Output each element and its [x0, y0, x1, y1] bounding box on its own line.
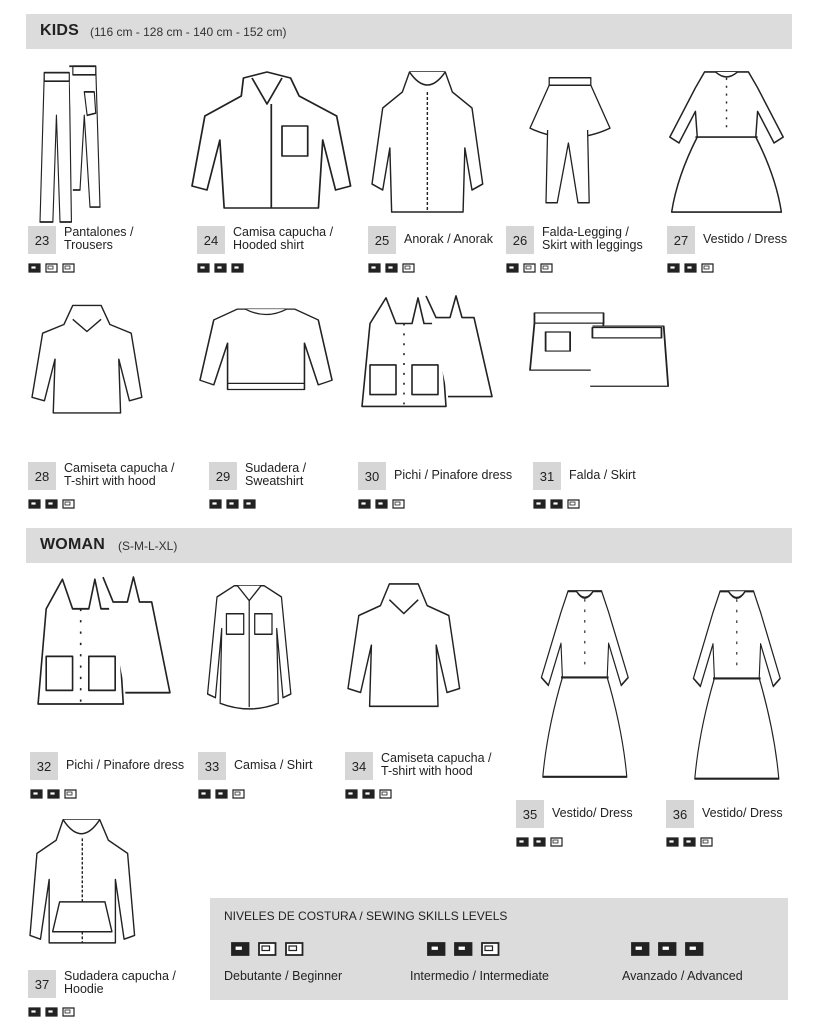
sewing-machine-icon [379, 787, 393, 799]
level-icons-intermediate [426, 940, 502, 958]
sewing-machine-icon [533, 497, 547, 509]
pattern-name-english: Hooded shirt [233, 238, 304, 252]
sewing-machine-icon [362, 787, 376, 799]
sewing-machine-icon [701, 261, 715, 273]
trousers-icon [30, 62, 130, 222]
section-title: WOMAN [40, 536, 105, 553]
pattern-name: Camiseta capucha / [381, 751, 492, 765]
sewing-machine-icon [402, 261, 416, 273]
pattern-name: Vestido / Dress [703, 232, 788, 246]
sewing-machine-icon [45, 261, 59, 273]
level-label-advanced: Avanzado / Advanced [622, 969, 743, 983]
sewing-machine-icon [243, 497, 257, 509]
garment-illustration [32, 302, 156, 432]
sewing-machine-icon [506, 261, 520, 273]
pattern-name-english: Skirt with leggings [542, 238, 643, 252]
level-label-intermediate: Intermedio / Intermediate [410, 969, 549, 983]
garment-illustration [32, 568, 174, 738]
sewing-machine-icon [523, 261, 537, 273]
sewing-machine-icon [30, 787, 44, 799]
sewing-machine-icon [284, 940, 306, 958]
sewing-machine-icon [214, 261, 228, 273]
sewing-machine-icon [684, 261, 698, 273]
sewing-machine-icon [533, 835, 547, 847]
pattern-name: Camisa capucha / [233, 225, 334, 239]
size-range: (S-M-L-XL) [118, 539, 178, 553]
pattern-name: Sudadera capucha / [64, 969, 176, 983]
skill-level-indicator [28, 497, 76, 509]
sewing-machine-icon [28, 261, 42, 273]
pattern-name: Vestido/ Dress [552, 806, 633, 820]
sewing-machine-icon [567, 497, 581, 509]
legend-title: NIVELES DE COSTURA / SEWING SKILLS LEVELS [224, 909, 508, 923]
level-icons-beginner [230, 940, 306, 958]
sewing-machine-icon [230, 940, 252, 958]
garment-illustration [198, 306, 336, 422]
garment-illustration [192, 68, 342, 218]
sewing-machine-icon [345, 787, 359, 799]
hoodie-icon [30, 816, 152, 956]
sewing-machine-icon [657, 940, 679, 958]
pattern-name: Falda-Legging / [542, 225, 629, 239]
size-range: (116 cm - 128 cm - 140 cm - 152 cm) [90, 25, 287, 39]
skill-level-indicator [368, 261, 416, 273]
sewing-machine-icon [198, 787, 212, 799]
sewing-machine-icon [684, 940, 706, 958]
garment-illustration [692, 586, 790, 784]
sewing-machine-icon [215, 787, 229, 799]
kids-section-header [26, 14, 792, 49]
skill-level-indicator [358, 497, 406, 509]
pattern-name-english: T-shirt with hood [381, 764, 473, 778]
level-label-beginner: Debutante / Beginner [224, 969, 343, 983]
section-title: KIDS [40, 22, 80, 39]
skill-level-indicator [666, 835, 714, 847]
garment-illustration [668, 68, 796, 216]
sewing-machine-icon [231, 261, 245, 273]
sewing-machine-icon [62, 261, 76, 273]
pattern-number: 32 [30, 752, 58, 780]
pinafore-icon [356, 288, 496, 436]
pattern-number: 36 [666, 800, 694, 828]
anorak-icon [372, 68, 497, 218]
garment-illustration [522, 74, 634, 214]
sewing-machine-icon [392, 497, 406, 509]
garment-illustration [530, 310, 686, 420]
skill-level-indicator [506, 261, 554, 273]
hooded-shirt-icon [192, 68, 342, 218]
pattern-number: 31 [533, 462, 561, 490]
sewing-machine-icon [385, 261, 399, 273]
sewing-machine-icon [540, 261, 554, 273]
skill-level-indicator [197, 261, 245, 273]
pattern-number: 26 [506, 226, 534, 254]
sewing-machine-icon [358, 497, 372, 509]
sewing-machine-icon [197, 261, 211, 273]
pattern-number: 33 [198, 752, 226, 780]
sewing-machine-icon [700, 835, 714, 847]
sewing-machine-icon [426, 940, 448, 958]
sewing-machine-icon [232, 787, 246, 799]
skill-level-indicator [30, 787, 78, 799]
sewing-machine-icon [630, 940, 652, 958]
sewing-machine-icon [64, 787, 78, 799]
pattern-number: 25 [368, 226, 396, 254]
hooded-tshirt-icon [32, 302, 156, 432]
skill-level-indicator [209, 497, 257, 509]
garment-illustration [30, 816, 152, 956]
skill-level-indicator [28, 261, 76, 273]
pattern-name: Camisa / Shirt [234, 758, 313, 772]
dress-icon [692, 586, 790, 784]
pattern-name: Pichi / Pinafore dress [66, 758, 185, 772]
sewing-machine-icon [28, 497, 42, 509]
skill-level-indicator [667, 261, 715, 273]
pattern-name: Vestido/ Dress [702, 806, 783, 820]
sewing-machine-icon [368, 261, 382, 273]
skill-level-indicator [198, 787, 246, 799]
skill-level-indicator [345, 787, 393, 799]
pattern-name: Pichi / Pinafore dress [394, 468, 513, 482]
pattern-number: 28 [28, 462, 56, 490]
sewing-machine-icon [47, 787, 61, 799]
pattern-number: 27 [667, 226, 695, 254]
pattern-number: 35 [516, 800, 544, 828]
sewing-machine-icon [550, 835, 564, 847]
pattern-number: 37 [28, 970, 56, 998]
sewing-machine-icon [45, 497, 59, 509]
pattern-name-english: T-shirt with hood [64, 474, 156, 488]
sewing-machine-icon [667, 261, 681, 273]
garment-illustration [206, 582, 316, 722]
pattern-name-english: Trousers [64, 238, 113, 252]
dress-icon [668, 68, 796, 216]
sewing-machine-icon [45, 1005, 59, 1017]
sewing-machine-icon [257, 940, 279, 958]
skirt-leggings-icon [522, 74, 634, 214]
dress-icon [540, 586, 638, 782]
sewing-machine-icon [683, 835, 697, 847]
pattern-name: Anorak / Anorak [404, 232, 493, 246]
pattern-name: Falda / Skirt [569, 468, 636, 482]
pattern-number: 23 [28, 226, 56, 254]
pattern-number: 29 [209, 462, 237, 490]
skill-level-indicator [533, 497, 581, 509]
hooded-tshirt-icon [348, 580, 474, 728]
sewing-machine-icon [480, 940, 502, 958]
pattern-name: Pantalones / [64, 225, 134, 239]
skirt-icon [530, 310, 686, 420]
sewing-machine-icon [62, 1005, 76, 1017]
pattern-name-english: Sweatshirt [245, 474, 304, 488]
garment-illustration [30, 62, 130, 222]
sewing-machine-icon [375, 497, 389, 509]
shirt-icon [206, 582, 316, 722]
level-icons-advanced [630, 940, 706, 958]
skill-level-indicator [516, 835, 564, 847]
sewing-machine-icon [516, 835, 530, 847]
pattern-number: 34 [345, 752, 373, 780]
pinafore-icon [32, 568, 174, 738]
garment-illustration [356, 288, 496, 436]
garment-illustration [540, 586, 638, 782]
sewing-machine-icon [550, 497, 564, 509]
woman-section-header [26, 528, 792, 563]
pattern-name-english: Hoodie [64, 982, 104, 996]
pattern-name: Sudadera / [245, 461, 307, 475]
sewing-machine-icon [453, 940, 475, 958]
pattern-number: 30 [358, 462, 386, 490]
sewing-machine-icon [666, 835, 680, 847]
garment-illustration [348, 580, 474, 728]
sewing-machine-icon [209, 497, 223, 509]
sewing-levels-legend [210, 898, 788, 1000]
pattern-name: Camiseta capucha / [64, 461, 175, 475]
pattern-number: 24 [197, 226, 225, 254]
skill-level-indicator [28, 1005, 76, 1017]
sewing-machine-icon [28, 1005, 42, 1017]
sewing-machine-icon [62, 497, 76, 509]
sweatshirt-icon [198, 306, 336, 422]
sewing-machine-icon [226, 497, 240, 509]
garment-illustration [372, 68, 497, 218]
